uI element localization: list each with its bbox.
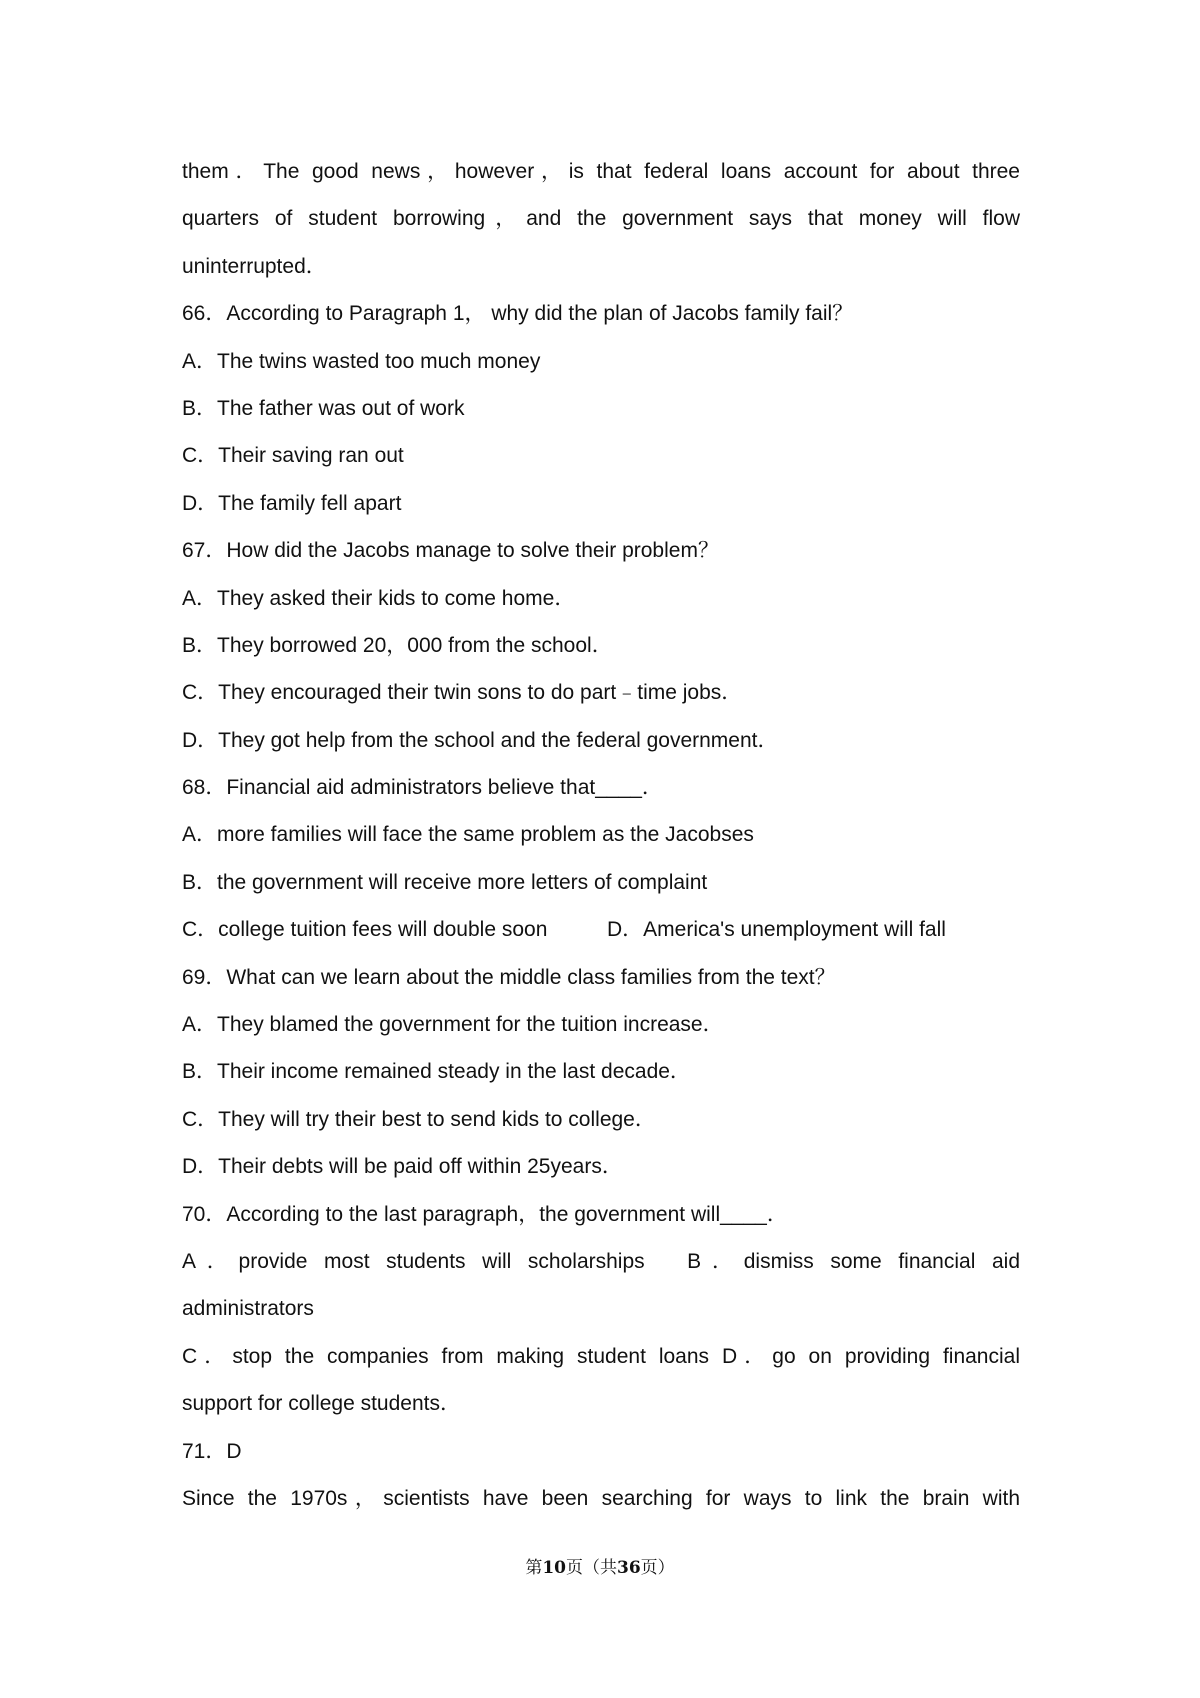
q67-option-d: D．They got help from the school and the federal government． xyxy=(182,728,779,752)
page-content xyxy=(182,148,1020,1522)
q69-option-b: B．Their income remained steady in the last decade． xyxy=(182,1060,691,1084)
q67-option-a: A．They asked their kids to come home． xyxy=(182,586,576,610)
q66-option-c: C．Their saving ran out xyxy=(182,444,404,468)
q68-option-d: D．America's unemployment will fall xyxy=(607,918,946,942)
q66-option-d: D．The family fell apart xyxy=(182,491,402,515)
q70-options-ab: A．provide most students will scholarships B．dismiss some financial aid xyxy=(182,1249,1020,1273)
q68-option-a: A．more families will face the same problem as the Jacobses xyxy=(182,823,754,847)
q69-option-a: A．They blamed the government for the tuition increase． xyxy=(182,1013,724,1037)
passage-line: them．The good news，however，is that federal loans account for about three xyxy=(182,160,1020,183)
q70-options-cd-continued: support for college students． xyxy=(182,1392,461,1416)
passage-line: uninterrupted． xyxy=(182,254,327,278)
question-69: 69．What can we learn about the middle class families from the text？ xyxy=(182,965,836,989)
q66-option-a: A．The twins wasted too much money xyxy=(182,349,541,373)
passage-line: Since the 1970s，scientists have been searching for ways to link the brain with xyxy=(182,1486,1020,1510)
question-70: 70．According to the last paragraph，the government will____． xyxy=(182,1202,788,1226)
q67-option-b: B．They borrowed 20，000 from the school． xyxy=(182,633,613,657)
q66-option-b: B．The father was out of work xyxy=(182,396,465,420)
q67-option-c: C．They encouraged their twin sons to do part﹣time jobs． xyxy=(182,681,743,705)
question-71-heading: 71．D xyxy=(182,1439,242,1463)
passage-line: quarters of student borrowing，and the government says that money will flow xyxy=(182,207,1020,231)
question-67: 67．How did the Jacobs manage to solve their problem？ xyxy=(182,539,719,563)
footer-total-pages: 36 xyxy=(617,1558,641,1578)
question-66: 66．According to Paragraph 1， why did the plan of Jacobs family fail？ xyxy=(182,302,854,326)
q68-options-cd xyxy=(182,906,1020,953)
footer-suffix: 页） xyxy=(640,1558,675,1578)
footer-prefix: 第 xyxy=(525,1558,543,1578)
question-68: 68．Financial aid administrators believe that____． xyxy=(182,776,663,800)
footer-middle: 页（共 xyxy=(566,1558,617,1578)
q69-option-c: C．They will try their best to send kids to college． xyxy=(182,1107,656,1131)
q70-options-ab-continued: administrators xyxy=(182,1297,314,1321)
q70-options-cd: C．stop the companies from making student loans D．go on providing financial xyxy=(182,1344,1020,1368)
q68-option-c: C．college tuition fees will double soon xyxy=(182,918,548,942)
q68-option-b: B．the government will receive more letters of complaint xyxy=(182,870,708,894)
footer-page-number: 10 xyxy=(542,1558,566,1578)
q69-option-d: D．Their debts will be paid off within 25years． xyxy=(182,1155,623,1179)
page-footer xyxy=(0,1553,1200,1578)
